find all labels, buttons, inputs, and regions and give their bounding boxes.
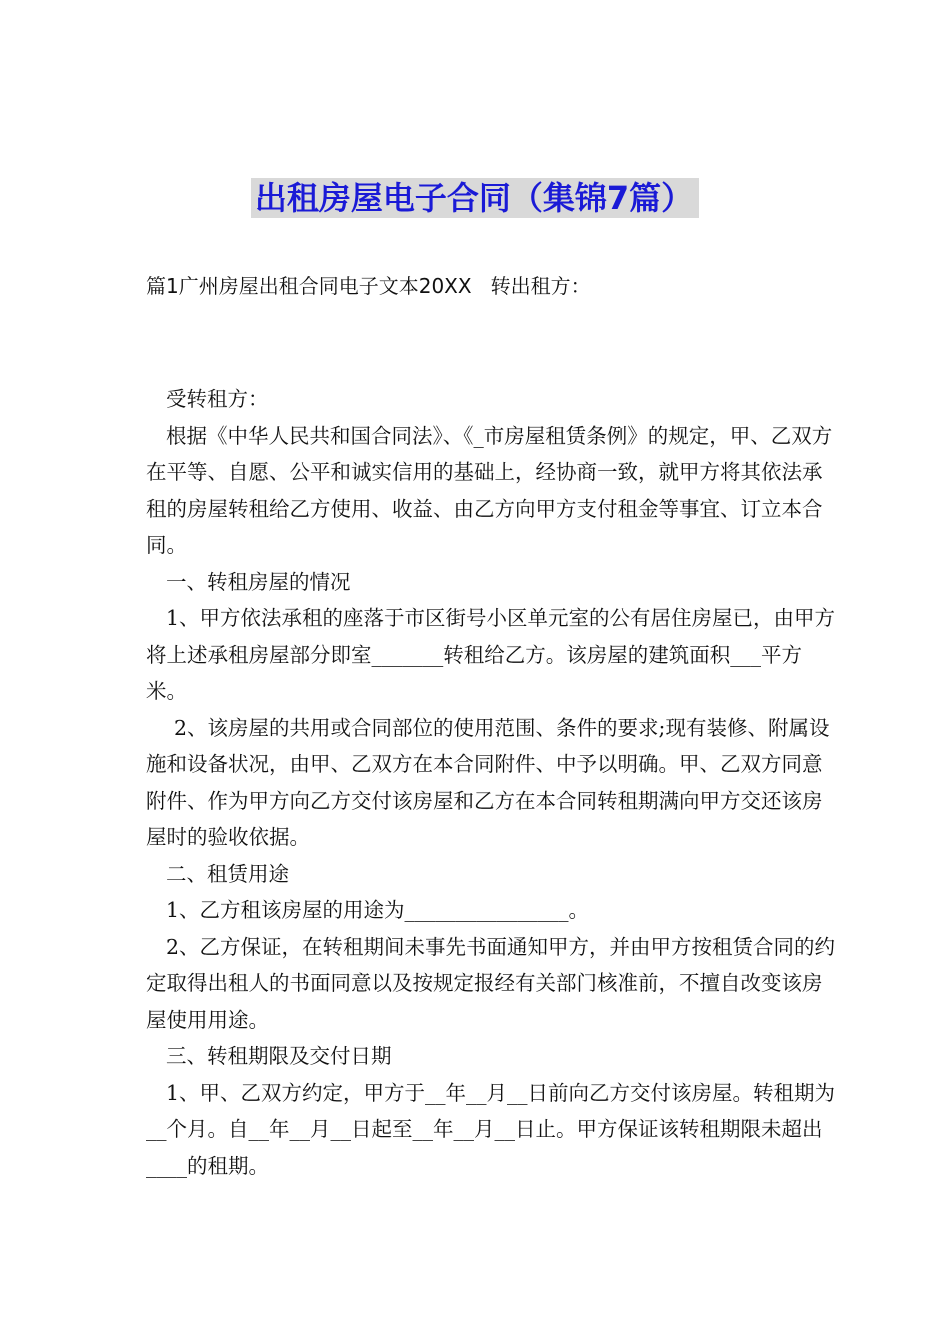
- document-title: 出租房屋电子合同（集锦7篇）: [251, 178, 699, 218]
- paragraph-preamble: 根据《中华人民共和国合同法》、《_市房屋租赁条例》的规定，甲、乙双方在平等、自愿、公平和诚实信用的基础上，经协商一致，就甲方将其依法承租的房屋转租给乙方使用、收益、由乙方向甲方支付租金等事宜、订立本合同。: [146, 423, 833, 557]
- heading-section-3: 三、转租期限及交付日期: [166, 1044, 392, 1068]
- title-container: [0, 178, 950, 218]
- paragraph-clause-2-2: 2、乙方保证，在转租期间未事先书面通知甲方，并由甲方按租赁合同的约定取得出租人的书面同意以及按规定报经有关部门核准前，不擅自改变该房屋使用用途。: [146, 934, 836, 1032]
- document-body: [146, 381, 836, 1184]
- paragraph-clause-1-2: 2、该房屋的共用或合同部位的使用范围、条件的要求;现有装修、附属设施和设备状况，由甲、乙双方在本合同附件、中予以明确。甲、乙双方同意附件、作为甲方向乙方交付该房屋和乙方在本合同转租期满向甲方交还该房屋时的验收依据。: [146, 715, 830, 849]
- heading-section-2: 二、租赁用途: [166, 861, 289, 886]
- paragraph-clause-2-1: 1、乙方租该房屋的用途为________________。: [166, 898, 590, 922]
- section-heading: 篇1广州房屋出租合同电子文本20XX 转出租方：: [146, 274, 591, 298]
- heading-section-1: 一、转租房屋的情况: [166, 569, 351, 594]
- paragraph-clause-1-1: 1、甲方依法承租的座落于市区街号小区单元室的公有居住房屋已，由甲方将上述承租房屋部分即室_______转租给乙方。该房屋的建筑面积___平方米。: [146, 606, 836, 703]
- paragraph-recipient: 受转租方：: [166, 387, 269, 411]
- paragraph-clause-3-1: 1、甲、乙双方约定，甲方于__年__月__日前向乙方交付该房屋。转租期为__个月。自__年__月__日起至__年__月__日止。甲方保证该转租期限未超出____的租期。: [146, 1080, 836, 1178]
